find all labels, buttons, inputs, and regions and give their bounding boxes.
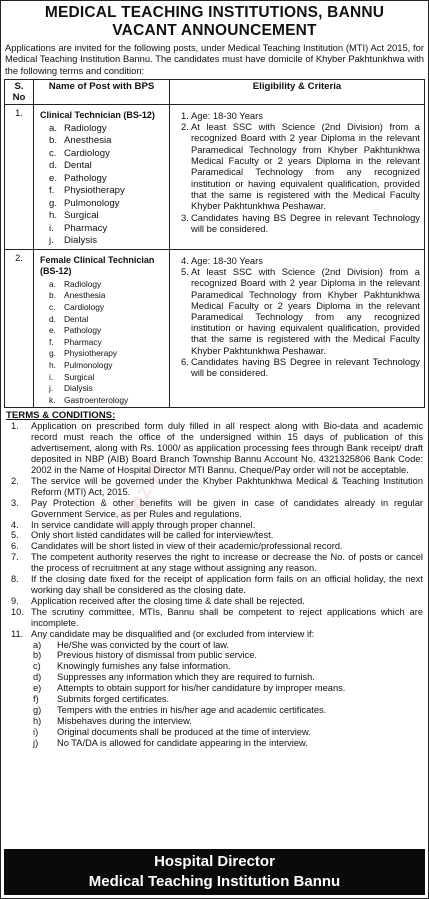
list-item	[31, 683, 423, 694]
item-mark: i.	[49, 371, 54, 382]
item-mark: 9.	[11, 595, 19, 606]
intro-paragraph: Applications are invited for the following posts, under Medical Teaching Institution (MTI) Act 2015, for Medical Teaching Institution Bannu. The candidates must have domicile of Khyber Pakhtunkhwa with the following terms and condition:	[5, 42, 424, 76]
header-post-name: Name of Post with BPS	[34, 79, 170, 104]
list-item	[31, 705, 423, 716]
item-mark: j)	[33, 737, 39, 748]
item-mark: e)	[33, 683, 42, 694]
table-row	[5, 104, 425, 249]
item-mark: 6.	[181, 355, 189, 367]
item-mark: f.	[49, 336, 54, 347]
term-text: Pay Protection & other benefits will be given in case of candidates already in regular Government Service, as per Rules and regulations.	[31, 497, 423, 519]
item-mark: g.	[49, 197, 58, 209]
list-item	[31, 727, 423, 738]
list-item	[181, 356, 420, 378]
list-item	[9, 498, 423, 520]
list-item	[9, 520, 423, 531]
list-item	[49, 147, 168, 161]
item-mark: f)	[33, 694, 39, 705]
item-mark: 3.	[11, 497, 19, 508]
speciality-name: Pathology	[64, 325, 102, 336]
list-item	[49, 160, 168, 173]
disqualification-text: Original documents shall be produced at the time of interview.	[57, 726, 311, 737]
speciality-name: Dialysis	[64, 383, 93, 394]
list-item	[49, 172, 168, 186]
term-text: Candidates will be short listed in view of their academic/professional record.	[31, 541, 343, 552]
item-mark: b.	[49, 135, 58, 147]
list-item	[49, 313, 168, 326]
speciality-name: Physiotherapy	[64, 185, 125, 197]
item-mark: 2.	[11, 475, 19, 486]
list-item	[181, 266, 420, 356]
item-mark: 5.	[181, 266, 189, 278]
footer-institution: Medical Teaching Institution Bannu	[88, 873, 341, 890]
list-item	[49, 135, 168, 148]
speciality-name: Pulmonology	[64, 197, 120, 209]
post-cell	[34, 249, 170, 408]
item-mark: g.	[49, 348, 56, 359]
list-item	[49, 336, 168, 349]
disqualification-text: Suppresses any information which they are required to furnish.	[57, 672, 315, 683]
item-mark: h)	[33, 715, 42, 726]
list-item	[31, 672, 423, 683]
item-mark: 11.	[11, 628, 24, 639]
item-mark: f.	[49, 185, 55, 197]
speciality-name: Gastroenterology	[64, 394, 129, 405]
term-text: If the closing date fixed for the receipt of application form fails on an official holiday, the next working day shall be considered as the closing date.	[31, 574, 423, 596]
criteria-text: Candidates having BS Degree in relevant Technology will be considered.	[191, 355, 420, 378]
speciality-name: Cardiology	[64, 302, 105, 313]
list-item	[181, 255, 420, 266]
item-mark: b.	[49, 290, 56, 301]
watermark: Jobz.pk	[111, 452, 172, 537]
header-institution-title: MEDICAL TEACHING INSTITUTIONS, BANNU	[44, 4, 385, 21]
disqualification-text: Submits forged certificates.	[57, 694, 170, 705]
list-item	[9, 596, 423, 607]
list-item	[49, 210, 168, 223]
item-mark: 4.	[11, 519, 19, 530]
terms-list	[1, 421, 428, 748]
speciality-list	[35, 279, 168, 407]
speciality-name: Surgical	[64, 210, 99, 222]
posts-table	[4, 79, 425, 409]
speciality-name: Pathology	[64, 172, 107, 184]
item-mark: a.	[49, 278, 56, 289]
list-item	[49, 197, 168, 211]
item-mark: g)	[33, 704, 42, 715]
speciality-name: Pulmonology	[64, 360, 113, 371]
term-text: Application on prescribed form duly filled in all respect along with Bio-data and academic record must reach the office of the undersigned within 15 days of publication of this advertisement, along with Rs. 1000/ as application processing fees through Bank receipt/ draft deposited in NBP (AIB) Board Branch Township Bannu Account No. 4321325806 Bank Code: 2002 in the Name of Hospital Director MTI Bannu. Cheque/Pay order will not be acceptable.	[31, 421, 423, 476]
list-item	[49, 235, 168, 248]
disqualification-text: Attempts to obtain support for his/her candidature by improper means.	[57, 683, 346, 694]
speciality-name: Pharmacy	[64, 222, 108, 234]
speciality-name: Pharmacy	[64, 336, 102, 347]
header-announcement-title: VACANT ANNOUNCEMENT	[112, 22, 317, 39]
list-item	[9, 541, 423, 552]
criteria-text: Age: 18-30 Years	[191, 109, 263, 121]
post-title: Clinical Technician (BS-12)	[40, 109, 155, 120]
list-item	[49, 394, 168, 407]
speciality-name: Radiology	[64, 122, 107, 134]
item-mark: 5.	[11, 530, 19, 541]
item-mark: 8.	[11, 574, 19, 585]
item-mark: b)	[33, 650, 42, 661]
item-mark: 10.	[11, 606, 24, 617]
criteria-text: Candidates having BS Degree in relevant Technology will be considered.	[191, 211, 420, 234]
item-mark: 6.	[11, 541, 19, 552]
criteria-list	[171, 106, 423, 237]
speciality-name: Surgical	[64, 371, 95, 382]
item-mark: c.	[49, 302, 56, 313]
criteria-cell	[170, 249, 425, 408]
item-mark: 4.	[181, 254, 189, 266]
list-item	[31, 661, 423, 672]
item-mark: h.	[49, 210, 58, 222]
list-item	[9, 476, 423, 498]
speciality-name: Anesthesia	[64, 135, 112, 147]
list-item	[49, 302, 168, 314]
item-mark: a.	[49, 122, 58, 134]
list-item	[49, 122, 168, 136]
item-mark: e.	[49, 172, 58, 184]
speciality-name: Dental	[64, 313, 89, 324]
footer-designation: Hospital Director	[154, 853, 275, 870]
list-item	[181, 121, 420, 211]
list-item	[31, 694, 423, 705]
disqualification-list	[31, 640, 423, 749]
list-item	[49, 278, 168, 291]
list-item	[9, 574, 423, 596]
list-item	[181, 212, 420, 235]
disqualification-text: No TA/DA is allowed for candidate appearing in the interview.	[57, 737, 308, 748]
list-item	[9, 421, 423, 476]
list-item	[49, 348, 168, 360]
item-mark: i)	[33, 726, 39, 737]
disqualification-text: Tempers with the entries in his/her age and academic certificates.	[57, 704, 327, 715]
term-text: The service will be governed under the Khyber Pakhtunkhwa Medical & Teaching Institution Reform (MTI) Act, 2015.	[31, 475, 423, 497]
disqualification-text: Misbehaves during the interview.	[57, 715, 192, 726]
item-mark: d.	[49, 313, 56, 324]
term-text: The scrutiny committee, MTIs, Bannu shall be competent to reject applications which are incomplete.	[31, 606, 423, 628]
list-item	[49, 185, 168, 198]
row-sno: 2.	[5, 249, 34, 408]
list-item	[9, 629, 423, 749]
item-mark: 3.	[181, 211, 189, 223]
item-mark: 7.	[11, 552, 19, 563]
disqualification-text: Previous history of dismissal from public service.	[57, 650, 257, 661]
list-item	[31, 650, 423, 661]
list-item	[31, 716, 423, 727]
row-sno: 1.	[5, 104, 34, 249]
item-mark: e.	[49, 325, 56, 336]
advertisement-header	[1, 1, 428, 40]
list-item	[31, 738, 423, 749]
list-item	[181, 110, 420, 121]
item-mark: c)	[33, 661, 41, 672]
item-mark: 1.	[181, 109, 189, 121]
header-sno: S. No	[5, 79, 34, 104]
criteria-text: At least SSC with Science (2nd Division) from a recognized Board with 2 year Diploma in the relevant Paramedical Technology from Khyber Pakhtunkhwa Medical Faculty or 2 years Diploma in the relevant Paramedical Technology from any recognized institution or having equivalent qualification, provided that the same is registered with the Medical Faculty Khyber Pakhtunkhwa Peshawar.	[191, 266, 420, 356]
item-mark: c.	[49, 147, 57, 159]
speciality-list	[35, 123, 168, 248]
criteria-text: At least SSC with Science (2nd Division) from a recognized Board with 2 year Diploma in the relevant Paramedical Technology from Khyber Pakhtunkhwa Medical Faculty or 2 years Diploma in the relevant Paramedical Technology from any recognized institution or having equivalent qualification, provided that the same is registered with the Medical Faculty Khyber Pakhtunkhwa Peshawar.	[191, 121, 420, 212]
header-eligibility: Eligibility & Criteria	[170, 79, 425, 104]
term-text: In service candidate will apply through proper channel.	[31, 519, 256, 530]
list-item	[49, 325, 168, 337]
list-item	[49, 222, 168, 236]
term-text: Any candidate may be disqualified and (or excluded from interview if:	[31, 628, 315, 639]
list-item	[9, 530, 423, 541]
criteria-cell	[170, 104, 425, 249]
term-text: Only short listed candidates will be called for interview/test.	[31, 530, 274, 541]
list-item	[9, 552, 423, 574]
item-mark: h.	[49, 360, 56, 371]
criteria-text: Age: 18-30 Years	[191, 254, 263, 266]
item-mark: j.	[49, 235, 54, 247]
list-item	[31, 640, 423, 651]
speciality-name: Anesthesia	[64, 290, 106, 301]
term-text: The competent authority reserves the right to increase or decrease the No. of posts or cancel the process of recruitment at any stage without assigning any reason.	[31, 552, 423, 574]
speciality-name: Physiotherapy	[64, 348, 118, 359]
speciality-name: Dialysis	[64, 235, 98, 247]
disqualification-text: He/She was convicted by the court of law.	[57, 639, 230, 650]
term-text: Application received after the closing time & date shall be rejected.	[31, 595, 305, 606]
table-row	[5, 249, 425, 408]
item-mark: d)	[33, 672, 42, 683]
disqualification-text: Knowingly furnishes any false information.	[57, 661, 231, 672]
item-mark: j.	[49, 383, 54, 394]
list-item	[49, 383, 168, 395]
list-item	[49, 290, 168, 302]
criteria-list	[171, 251, 423, 381]
item-mark: a)	[33, 639, 42, 650]
item-mark: i.	[49, 222, 54, 234]
posts-table-header-row	[5, 79, 425, 104]
item-mark: d.	[49, 160, 58, 172]
terms-heading: TERMS & CONDITIONS:	[6, 410, 116, 422]
item-mark: 2.	[181, 121, 189, 133]
item-mark: k.	[49, 394, 56, 405]
post-cell	[34, 104, 170, 249]
post-title: Female Clinical Technician (BS-12)	[40, 254, 155, 276]
item-mark: 1.	[11, 421, 19, 432]
list-item	[49, 360, 168, 372]
speciality-name: Radiology	[64, 278, 102, 289]
speciality-name: Cardiology	[64, 147, 110, 159]
list-item	[9, 607, 423, 629]
speciality-name: Dental	[64, 160, 92, 172]
signature-footer	[4, 849, 425, 895]
list-item	[49, 371, 168, 384]
